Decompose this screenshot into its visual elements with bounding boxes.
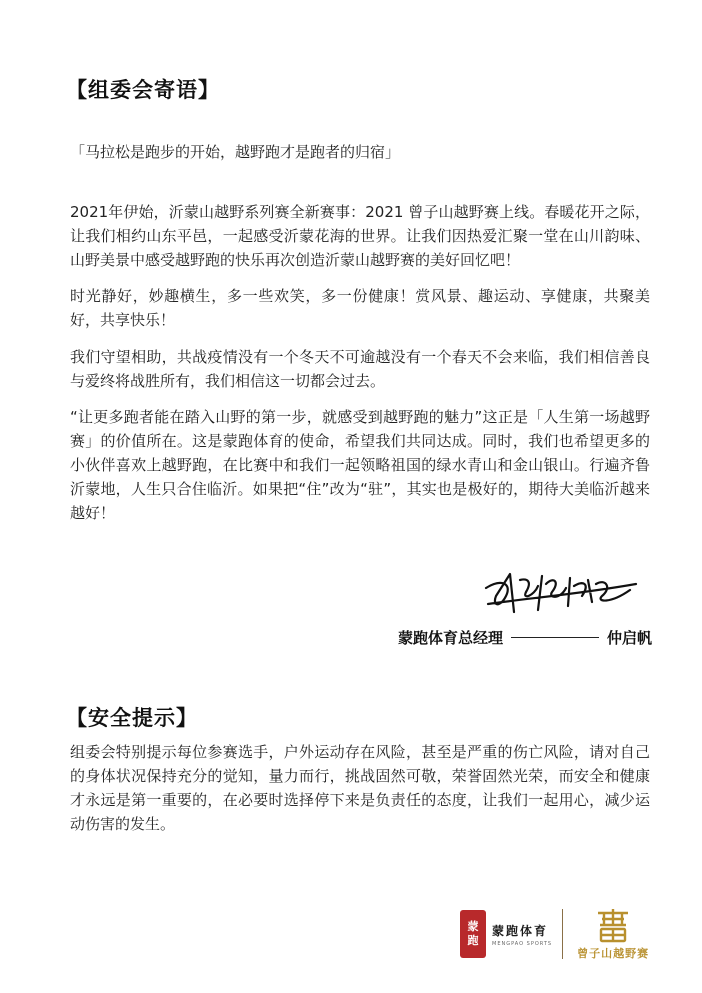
footer-logos — [460, 904, 649, 964]
greeting-paragraph-1: 2021年伊始，沂蒙山越野系列赛全新赛事：2021 曾子山越野赛上线。春暖花开之际，让我们相约山东平邑，一起感受沂蒙花海的世界。让我们因热爱汇聚一堂在山川韵味、山野美景中感受越野跑的快乐再次创造沂蒙山越野赛的美好回忆吧！ — [70, 203, 650, 269]
greeting-paragraph-3: 我们守望相助，共战疫情没有一个冬天不可逾越没有一个春天不会来临，我们相信善良与爱终将战胜所有，我们相信这一切都会过去。 — [70, 348, 650, 390]
greeting-paragraph-4: “让更多跑者能在踏入山野的第一步，就感受到越野跑的魅力”这正是「人生第一场越野赛」的价值所在。这是蒙跑体育的使命，希望我们共同达成。同时，我们也希望更多的小伙伴喜欢上越野跑，在比赛中和我们一起领略祖国的绿水青山和金山银山。行遍齐鲁沂蒙地，人生只合住临沂。如果把“住”改为“驻”，其实也是极好的，期待大美临沂越来越好！ — [70, 408, 650, 522]
signature-role: 蒙跑体育总经理 — [398, 629, 504, 647]
greeting-paragraph-2: 时光静好，妙趣横生，多一些欢笑，多一份健康！赏风景、趣运动、享健康，共聚美好，共享快乐！ — [70, 287, 650, 329]
event-logo — [577, 907, 649, 961]
signature-dash — [511, 637, 599, 638]
greeting-title: 【组委会寄语】 — [66, 78, 220, 102]
mengpao-seal-logo: 蒙 跑 — [460, 910, 486, 958]
brand-subtitle: MENGPAO SPORTS — [492, 940, 553, 947]
zengzishan-emblem-icon — [594, 907, 632, 943]
mengpao-brand — [492, 922, 552, 947]
signature-name: 仲启帆 — [606, 629, 652, 647]
handwritten-signature — [480, 566, 640, 618]
signature-line — [398, 627, 652, 648]
logo-divider — [562, 909, 563, 959]
safety-body: 组委会特别提示每位参赛选手，户外运动存在风险，甚至是严重的伤亡风险，请对自己的身体状况保持充分的觉知，量力而行，挑战固然可敬，荣誉固然光荣，而安全和健康才永远是第一重要的，在必要时选择停下来是负责任的态度，让我们一起用心，减少运动伤害的发生。 — [70, 743, 650, 833]
event-name: 曾子山越野赛 — [577, 947, 650, 960]
brand-name: 蒙跑体育 — [492, 923, 549, 938]
greeting-quote: 「马拉松是跑步的开始，越野跑才是跑者的归宿」 — [70, 143, 401, 161]
safety-title: 【安全提示】 — [66, 706, 198, 730]
